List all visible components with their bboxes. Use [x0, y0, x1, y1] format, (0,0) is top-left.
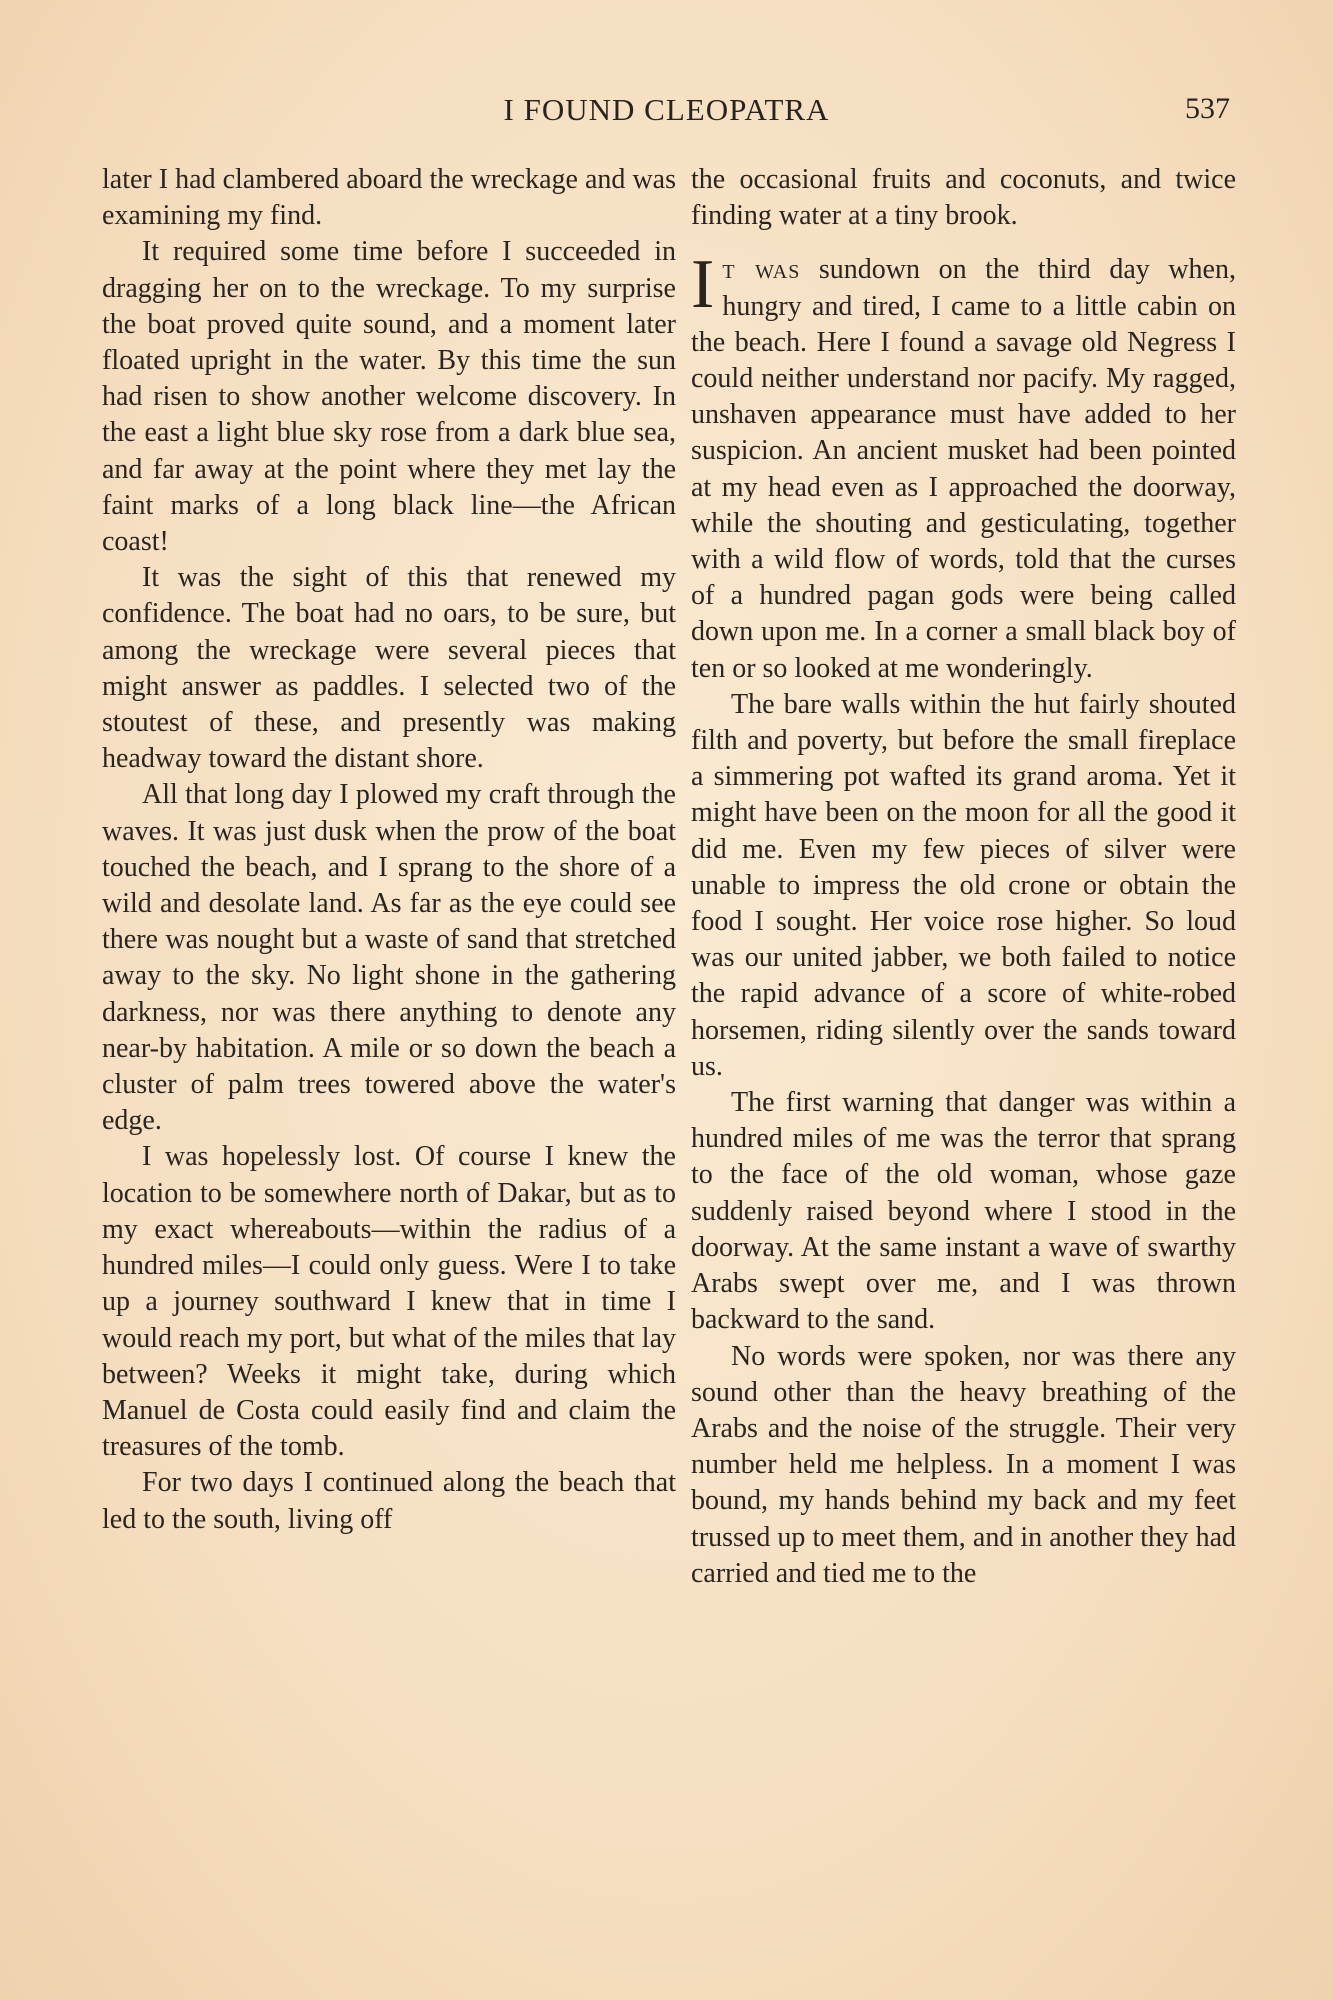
paragraph: It required some time before I succeeded in dragging her on to the wreckage. To my surprise the boat proved quite sound, and a moment later floated upright in the water. By this time the sun had risen to show another welcome discovery. In the east a light blue sky rose from a dark blue sea, and far away at the point where they met lay the faint marks of a long black line—the African coast!: [102, 236, 676, 558]
paragraph: It was the sight of this that renewed my confidence. The boat had no oars, to be sure, but among the wreckage were several pieces that might answer as paddles. I selected two of the stoutest of these, and presently was making headway toward the distant shore.: [102, 562, 676, 775]
paragraph: The first warning that danger was within a hundred miles of me was the terror that sprang to the face of the old woman, whose gaze suddenly raised beyond where I stood in the doorway. At the same instant a wave of swarthy Arabs swept over me, and I was thrown backward to the sand.: [691, 1087, 1236, 1336]
section-opening-paragraph: [691, 246, 1236, 686]
paragraph: The bare walls within the hut fairly shouted filth and poverty, but before the small fireplace a simmering pot wafted its grand aroma. Yet it might have been on the moon for all the good it did me. Even my few pieces of silver were unable to impress the old crone or obtain the food I sought. Her voice rose higher. So loud was our united jabber, we both failed to notice the rapid advance of a score of white-robed horsemen, riding silently over the sands toward us.: [691, 688, 1236, 1082]
paragraph: For two days I continued along the beach that led to the south, living off: [102, 1467, 676, 1535]
drop-cap: I: [691, 246, 715, 324]
paragraph: later I had clambered aboard the wreckage and was examining my find.: [102, 164, 676, 232]
paragraph: All that long day I plowed my craft through the waves. It was just dusk when the prow of the boat touched the beach, and I sprang to the shore of a wild and desolate land. As far as the eye could see there was nought but a waste of sand that stretched away to the sky. No light shone in the gathering darkness, nor was there anything to denote any near-by habitation. A mile or so down the beach a cluster of palm trees towered above the water's edge.: [102, 779, 676, 1137]
right-column: [691, 162, 1236, 1592]
page-header: [0, 92, 1333, 132]
paragraph: the occasional fruits and coconuts, and twice finding water at a tiny brook.: [691, 164, 1236, 232]
small-caps-lead: t was: [722, 254, 801, 286]
paragraph-text: sundown on the third day when, hungry and tired, I came to a little cabin on the beach. Here I found a savage old Negress I could neither understand nor pacify. My ragged, unshaven appearance must have added to her suspicion. An ancient musket had been pointed at my head even as I approached the doorway, while the shouting and gesticulating, together with a wild flow of words, told that the curses of a hundred pagan gods were being called down upon me. In a corner a small black boy of ten or so looked at me wonderingly.: [691, 254, 1236, 684]
page-number: 537: [1185, 92, 1230, 125]
left-column: [102, 162, 676, 1538]
paragraph: I was hopelessly lost. Of course I knew the location to be somewhere north of Dakar, but as to my exact whereabouts—within the radius of a hundred miles—I could only guess. Were I to take up a journey southward I knew that in time I would reach my port, but what of the miles that lay between? Weeks it might take, during which Manuel de Costa could easily find and claim the treasures of the tomb.: [102, 1141, 676, 1463]
running-title: I FOUND CLEOPATRA: [503, 92, 830, 127]
paragraph: No words were spoken, nor was there any sound other than the heavy breathing of the Arabs and the noise of the struggle. Their very number held me helpless. In a moment I was bound, my hands behind my back and my feet trussed up to meet them, and in another they had carried and tied me to the: [691, 1340, 1236, 1589]
